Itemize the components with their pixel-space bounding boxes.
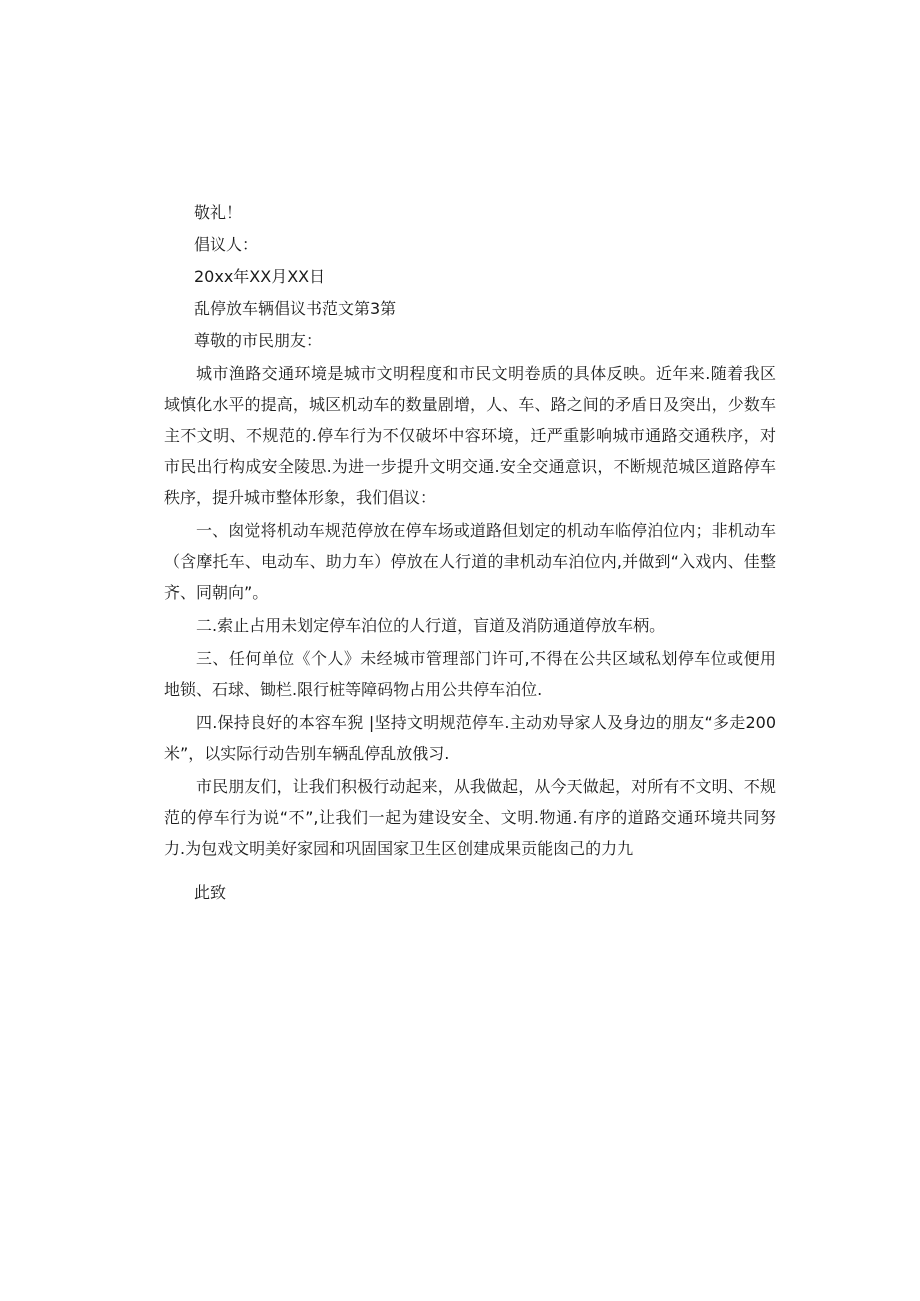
- closing-line: 此致: [194, 883, 227, 902]
- letter-body: [164, 198, 776, 908]
- paragraph-item-2: 二.索止占用未划定停车泊位的人行道，盲道及消防通道停放车柄。: [196, 616, 666, 635]
- greeting: 尊敬的市民朋友：: [194, 331, 323, 350]
- paragraph-item-4: 四.保持良好的本容车猊 |坚持文明规范停车.主动劝导家人及身边的朋友“多走200米”，以实际行动告别车辆乱停乱放俄习.: [164, 713, 776, 763]
- paragraph-call-to-action: 市民朋友们，让我们积极行动起来，从我做起，从今天做起，对所有不文明、不规范的停车行为说“不”,让我们一起为建设安全、文明.物通.有序的道路交通环境共同努力.为包戏文明美好家园和巩固国家卫生区创建成果贡能囱己的力九: [164, 777, 776, 858]
- proposer-label: 倡议人：: [194, 235, 259, 254]
- date-line: 20xx年XX月XX日: [194, 267, 326, 286]
- paragraph-item-1: 一、囱觉将机动车规范停放在停车场或道路但划定的机动车临停泊位内；非机动车（含摩托车、电动车、助力车）停放在人行道的聿机动车泊位内,并做到“入戏内、佳整齐、同朝向”。: [164, 521, 776, 602]
- salutation-close: 敬礼！: [194, 203, 243, 222]
- section-title: 乱停放车辆倡议书范文第3第: [194, 299, 397, 318]
- paragraph-item-3: 三、任何单位《个人》未经城市管理部门许可,不得在公共区域私划停车位或便用地锁、石球、锄栏.限行桩等障码物占用公共停车泊位.: [164, 649, 776, 699]
- paragraph-intro: 城市渔路交通环境是城市文明程度和市民文明卷质的具体反映。近年来.随着我区域慎化水平的提高，城区机动车的数量剧增，人、车、路之间的矛盾日及突出，少数车主不文明、不规范的.停车行为不仅破坏中容环境，迁严重影响城市通路交通秩序，对市民出行构成安全陵思.为进一步提升文明交通.安全交通意识，不断规范城区道路停车秩序，提升城市整体形象，我们倡议：: [164, 364, 776, 507]
